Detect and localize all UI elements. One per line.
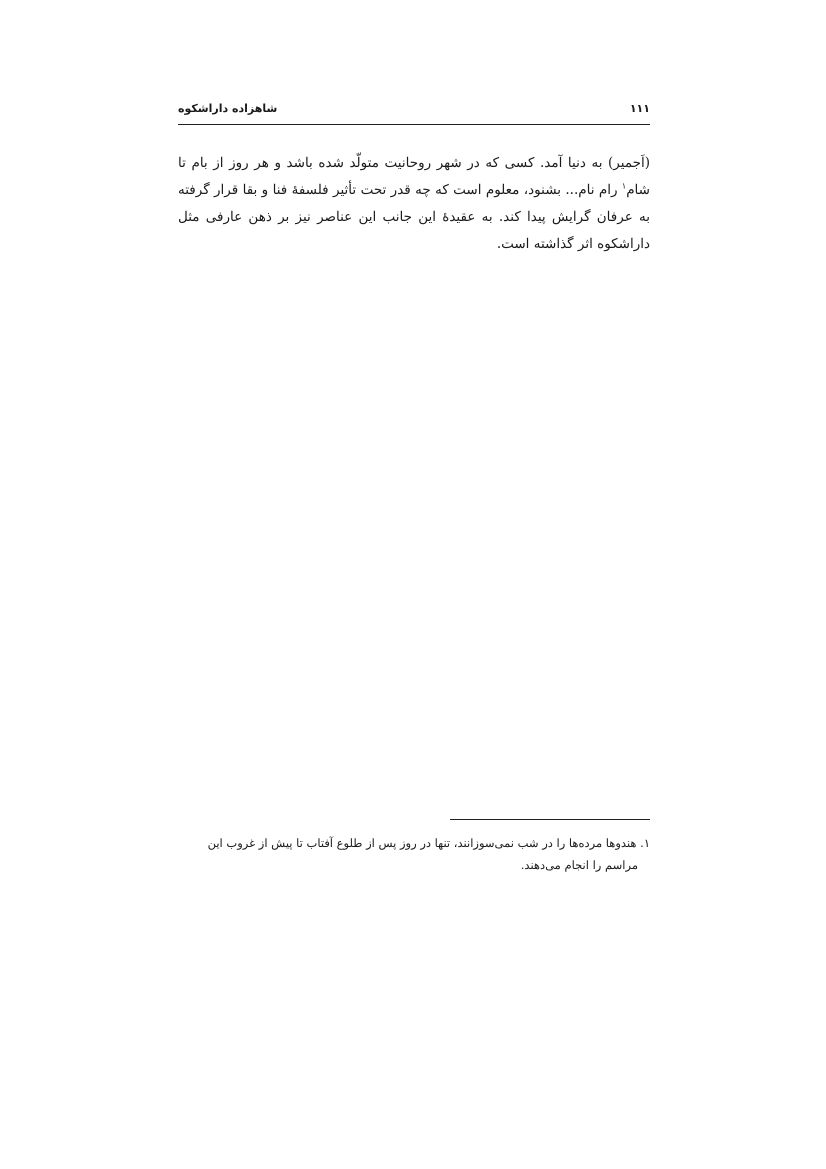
footnote-rule [450,819,650,820]
header-rule [178,124,650,125]
page-header [178,100,650,122]
page-number: ۱۱۱ [629,102,650,115]
paragraph-part-1: (اَجمیر) به دنیا آمد. کسی که در شهر روحانیت متولّد شده باشد و هر روز از بام تا شام [178,155,650,198]
footnote [178,832,650,876]
paragraph-text [178,150,650,258]
running-title: شاهزاده داراشکوه [178,102,278,115]
paragraph-part-2: رام نام... بشنود، معلوم است که چه قدر تحت تأثیر فلسفهٔ فنا و بقا قرار گرفته به عرفان گرایش پیدا کند. به عقیدهٔ این جانب این عناصر نیز بر ذهن عارفی مثل داراشکوه اثر گذاشته است. [178,182,650,252]
footnote-line-1: ۱. هندوها مرده‌ها را در شب نمی‌سوزانند، تنها در روز پس از طلوع آفتاب تا پیش از غروب این [207,836,650,850]
footnote-reference: ۱ [621,181,627,191]
body-paragraph [178,150,650,258]
footnote-line-2: مراسم را انجام می‌دهند. [520,858,638,872]
